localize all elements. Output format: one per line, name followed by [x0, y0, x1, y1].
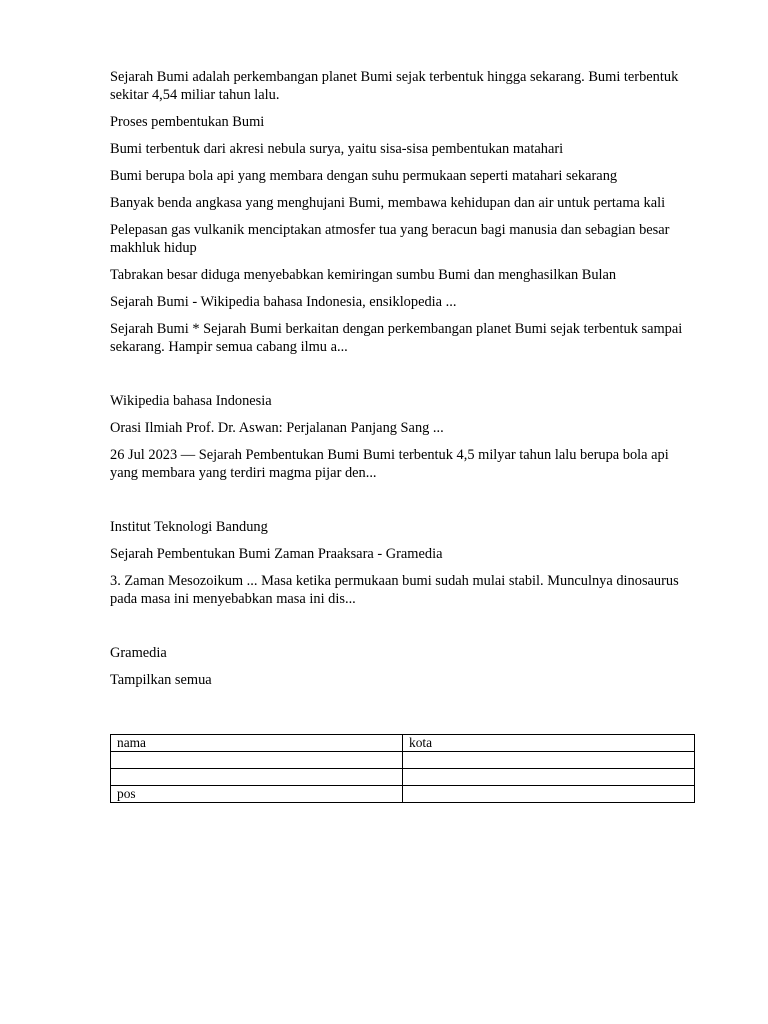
table-cell	[403, 769, 695, 786]
result-title-gramedia: Sejarah Pembentukan Bumi Zaman Praaksara - Gramedia	[110, 546, 443, 562]
formation-point-3: Banyak benda angkasa yang menghujani Bumi, membawa kehidupan dan air untuk pertama kali	[110, 195, 666, 211]
section-heading-formation: Proses pembentukan Bumi	[110, 114, 265, 130]
intro-paragraph: Sejarah Bumi adalah perkembangan planet Bumi sejak terbentuk hingga sekarang. Bumi terbentuk sekitar 4,54 miliar tahun lalu.	[110, 69, 679, 103]
table-cell	[403, 752, 695, 769]
blank-line	[110, 365, 700, 392]
formation-point-4: Pelepasan gas vulkanik menciptakan atmosfer tua yang beracun bagi manusia dan sebagian besar makhluk hidup	[110, 222, 670, 256]
result-snippet-gramedia: 3. Zaman Mesozoikum ... Masa ketika permukaan bumi sudah mulai stabil. Munculnya dinosaurus pada masa ini menyebabkan masa ini dis...	[110, 573, 679, 607]
data-table	[110, 734, 695, 803]
blank-line	[110, 491, 700, 518]
table-row	[111, 769, 695, 786]
result-snippet-wikipedia: Sejarah Bumi * Sejarah Bumi berkaitan dengan perkembangan planet Bumi sejak terbentuk sampai sekarang. Hampir semua cabang ilmu a...	[110, 321, 683, 355]
result-source-itb: Institut Teknologi Bandung	[110, 519, 268, 535]
result-source-gramedia: Gramedia	[110, 645, 167, 661]
result-source-wikipedia: Wikipedia bahasa Indonesia	[110, 393, 272, 409]
table-row	[111, 735, 695, 752]
table-cell: kota	[403, 735, 695, 752]
result-snippet-itb: 26 Jul 2023 — Sejarah Pembentukan Bumi Bumi terbentuk 4,5 milyar tahun lalu berupa bola api yang membara yang terdiri magma pijar den...	[110, 447, 669, 481]
formation-point-1: Bumi terbentuk dari akresi nebula surya, yaitu sisa-sisa pembentukan matahari	[110, 141, 564, 157]
show-all-text: Tampilkan semua	[110, 672, 212, 688]
document-body	[110, 68, 700, 803]
table-cell: pos	[111, 786, 403, 803]
table-cell	[111, 769, 403, 786]
formation-point-5: Tabrakan besar diduga menyebabkan kemiringan sumbu Bumi dan menghasilkan Bulan	[110, 267, 617, 283]
result-title-wikipedia: Sejarah Bumi - Wikipedia bahasa Indonesia, ensiklopedia ...	[110, 294, 457, 310]
blank-line	[110, 698, 700, 734]
formation-point-2: Bumi berupa bola api yang membara dengan suhu permukaan seperti matahari sekarang	[110, 168, 618, 184]
result-title-itb: Orasi Ilmiah Prof. Dr. Aswan: Perjalanan Panjang Sang ...	[110, 420, 444, 436]
table-cell: nama	[111, 735, 403, 752]
table-cell	[403, 786, 695, 803]
table-row	[111, 752, 695, 769]
table-row	[111, 786, 695, 803]
blank-line	[110, 617, 700, 644]
table-cell	[111, 752, 403, 769]
